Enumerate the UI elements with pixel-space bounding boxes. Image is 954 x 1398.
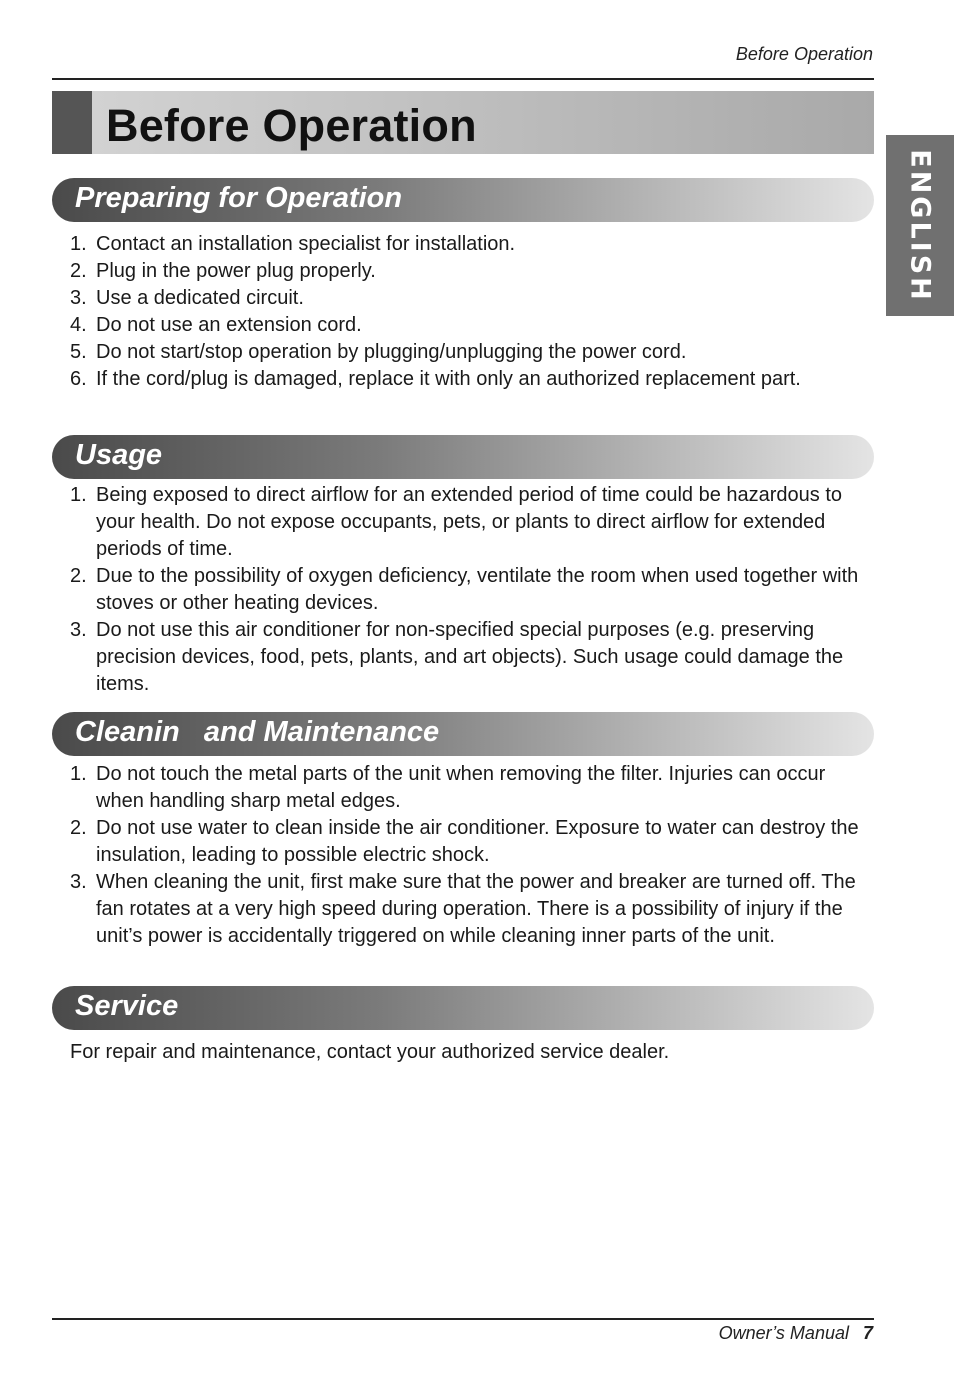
- item-text: Being exposed to direct airflow for an extended period of time could be hazardous to your health. Do not expose occupants, pets, or plants to direct airflow for extended periods of time.: [96, 484, 843, 560]
- item-number: 2.: [70, 817, 87, 839]
- item-number: 3.: [70, 287, 87, 309]
- item-text: If the cord/plug is damaged, replace it with only an authorized replacement part.: [96, 368, 801, 390]
- footer: [719, 1323, 873, 1344]
- list-item: [70, 617, 872, 698]
- preparing-list: [70, 231, 872, 393]
- item-text: Due to the possibility of oxygen deficiency, ventilate the room when used together with stoves or other heating devices.: [96, 565, 859, 614]
- section-title: Service: [75, 990, 179, 1022]
- usage-list: [70, 482, 872, 698]
- item-text: Do not use water to clean inside the air conditioner. Exposure to water can destroy the insulation, leading to possible electric shock.: [96, 817, 859, 866]
- section-title: Preparing for Operation: [75, 182, 403, 214]
- list-item: [70, 339, 872, 366]
- service-text: For repair and maintenance, contact your authorized service dealer.: [70, 1041, 670, 1063]
- title-accent-block: [52, 91, 92, 154]
- item-text: Do not start/stop operation by plugging/unplugging the power cord.: [96, 341, 687, 363]
- page-title: Before Operation: [106, 100, 477, 151]
- cleaning-list: [70, 761, 872, 950]
- section-title: Cleanin and Maintenance: [75, 716, 440, 748]
- item-number: 2.: [70, 565, 87, 587]
- list-item: [70, 563, 872, 617]
- item-text: Do not use an extension cord.: [96, 314, 362, 336]
- list-item: [70, 482, 872, 563]
- section-header-preparing: [52, 178, 874, 222]
- list-item: [70, 761, 872, 815]
- footer-manual-title: Owner’s Manual: [718, 1323, 849, 1343]
- item-text: Plug in the power plug properly.: [96, 260, 376, 282]
- page-number: 7: [862, 1323, 873, 1343]
- item-number: 1.: [70, 233, 87, 255]
- item-number: 2.: [70, 260, 87, 282]
- language-tab-label: ENGLISH: [904, 148, 936, 303]
- item-text: When cleaning the unit, first make sure that the power and breaker are turned off. The fan rotates at a very high speed during operation. There is a possibility of injury if the unit’s power is accidentally triggered on while cleaning inner parts of the unit.: [96, 871, 856, 947]
- item-text: Use a dedicated circuit.: [96, 287, 304, 309]
- running-header: Before Operation: [735, 44, 873, 64]
- item-text: Do not use this air conditioner for non-specified special purposes (e.g. preserving precision devices, food, pets, plants, and art objects). Such usage could damage the items.: [96, 619, 844, 695]
- section-header-service: [52, 986, 874, 1030]
- list-item: [70, 815, 872, 869]
- list-item: [70, 231, 872, 258]
- item-text: Contact an installation specialist for installation.: [96, 233, 516, 255]
- section-title: Usage: [75, 439, 163, 471]
- item-number: 4.: [70, 314, 87, 336]
- list-item: [70, 258, 872, 285]
- item-number: 3.: [70, 619, 87, 641]
- section-header-usage: [52, 435, 874, 479]
- item-text: Do not touch the metal parts of the unit when removing the filter. Injuries can occur when handling sharp metal edges.: [96, 763, 826, 812]
- list-item: [70, 366, 872, 393]
- list-item: [70, 285, 872, 312]
- item-number: 6.: [70, 368, 87, 390]
- item-number: 1.: [70, 484, 87, 506]
- item-number: 1.: [70, 763, 87, 785]
- page-title-band: [52, 91, 874, 154]
- list-item: [70, 869, 872, 950]
- item-number: 3.: [70, 871, 87, 893]
- header-rule: [52, 78, 874, 80]
- language-tab: [886, 135, 954, 316]
- footer-rule: [52, 1318, 874, 1320]
- section-header-cleaning: [52, 712, 874, 756]
- list-item: [70, 312, 872, 339]
- item-number: 5.: [70, 341, 87, 363]
